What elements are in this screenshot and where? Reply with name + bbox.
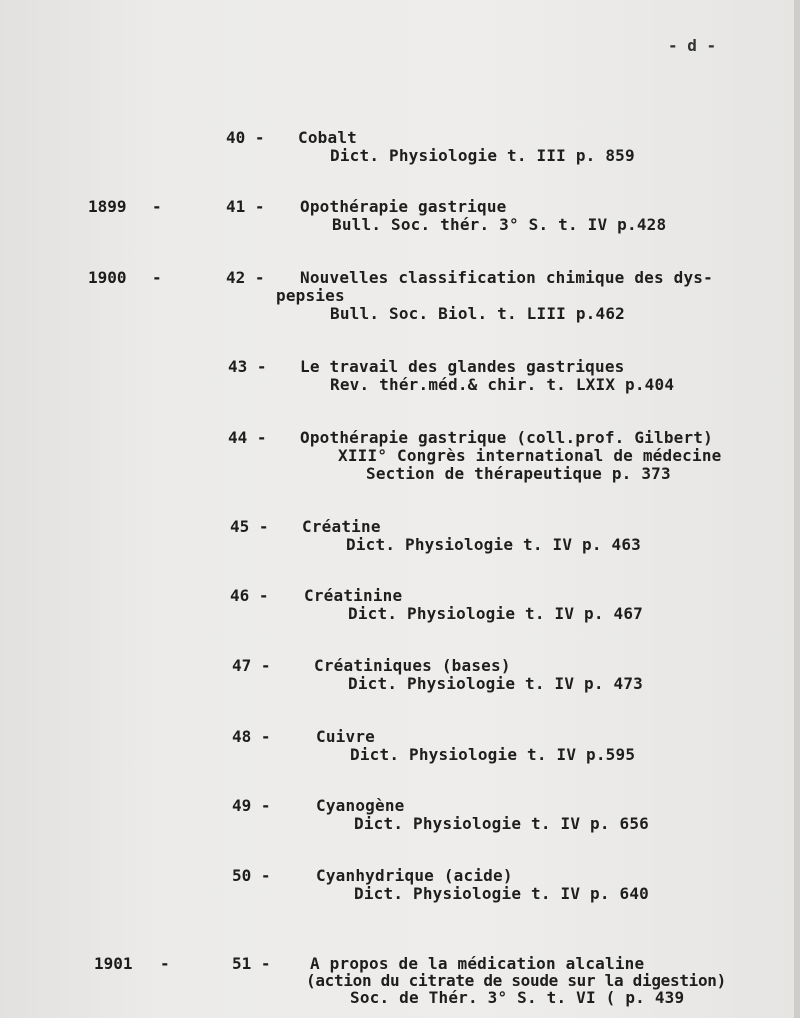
entry-number: 46 - [230, 586, 269, 605]
entry-reference: Dict. Physiologie t. IV p.595 [350, 745, 636, 764]
entry-title: Créatiniques (bases) [314, 656, 511, 675]
entry-number: 43 - [228, 357, 267, 376]
entry-number: 48 - [232, 727, 271, 746]
entry-reference: Dict. Physiologie t. IV p. 640 [354, 884, 649, 903]
entry-year: 1901 [94, 954, 133, 973]
entry-reference: Dict. Physiologie t. IV p. 473 [348, 674, 643, 693]
year-dash: - [160, 954, 170, 973]
entry-title: Le travail des glandes gastriques [300, 357, 625, 376]
year-dash: - [152, 268, 162, 287]
entry-reference: Bull. Soc. Biol. t. LIII p.462 [330, 304, 625, 323]
entry-reference: Dict. Physiologie t. III p. 859 [330, 146, 635, 165]
entry-title: Cyanhydrique (acide) [316, 866, 513, 885]
entry-number: 40 - [226, 128, 265, 147]
entry-title-continued: (action du citrate de soude sur la digestion) [306, 971, 726, 990]
entry-year: 1899 [88, 197, 127, 216]
year-dash: - [152, 197, 162, 216]
entry-reference: Dict. Physiologie t. IV p. 467 [348, 604, 643, 623]
entry-title: Cobalt [298, 128, 357, 147]
entry-title-continued: pepsies [276, 286, 345, 305]
entry-reference: XIII° Congrès international de médecine [338, 446, 722, 465]
entry-number: 41 - [226, 197, 265, 216]
entry-reference: Dict. Physiologie t. IV p. 656 [354, 814, 649, 833]
entry-title: Nouvelles classification chimique des dys- [300, 268, 713, 287]
entry-number: 45 - [230, 517, 269, 536]
entry-title: A propos de la médication alcaline [310, 954, 645, 973]
page-edge [794, 0, 800, 1018]
entry-number: 49 - [232, 796, 271, 815]
entry-number: 50 - [232, 866, 271, 885]
entry-title: Cyanogène [316, 796, 405, 815]
entry-reference-section: Section de thérapeutique p. 373 [366, 464, 671, 483]
entry-title: Opothérapie gastrique [300, 197, 507, 216]
entry-number: 42 - [226, 268, 265, 287]
entry-number: 44 - [228, 428, 267, 447]
entry-title: Opothérapie gastrique (coll.prof. Gilbert) [300, 428, 713, 447]
entry-reference: Bull. Soc. thér. 3° S. t. IV p.428 [332, 215, 667, 234]
entry-title: Créatinine [304, 586, 403, 605]
entry-reference: Soc. de Thér. 3° S. t. VI ( p. 439 [350, 988, 685, 1007]
entry-title: Créatine [302, 517, 381, 536]
page-number: - d - [668, 36, 717, 55]
entry-number: 51 - [232, 954, 271, 973]
entry-title: Cuivre [316, 727, 375, 746]
entry-reference: Rev. thér.méd.& chir. t. LXIX p.404 [330, 375, 675, 394]
entry-reference: Dict. Physiologie t. IV p. 463 [346, 535, 641, 554]
entry-year: 1900 [88, 268, 127, 287]
entry-number: 47 - [232, 656, 271, 675]
